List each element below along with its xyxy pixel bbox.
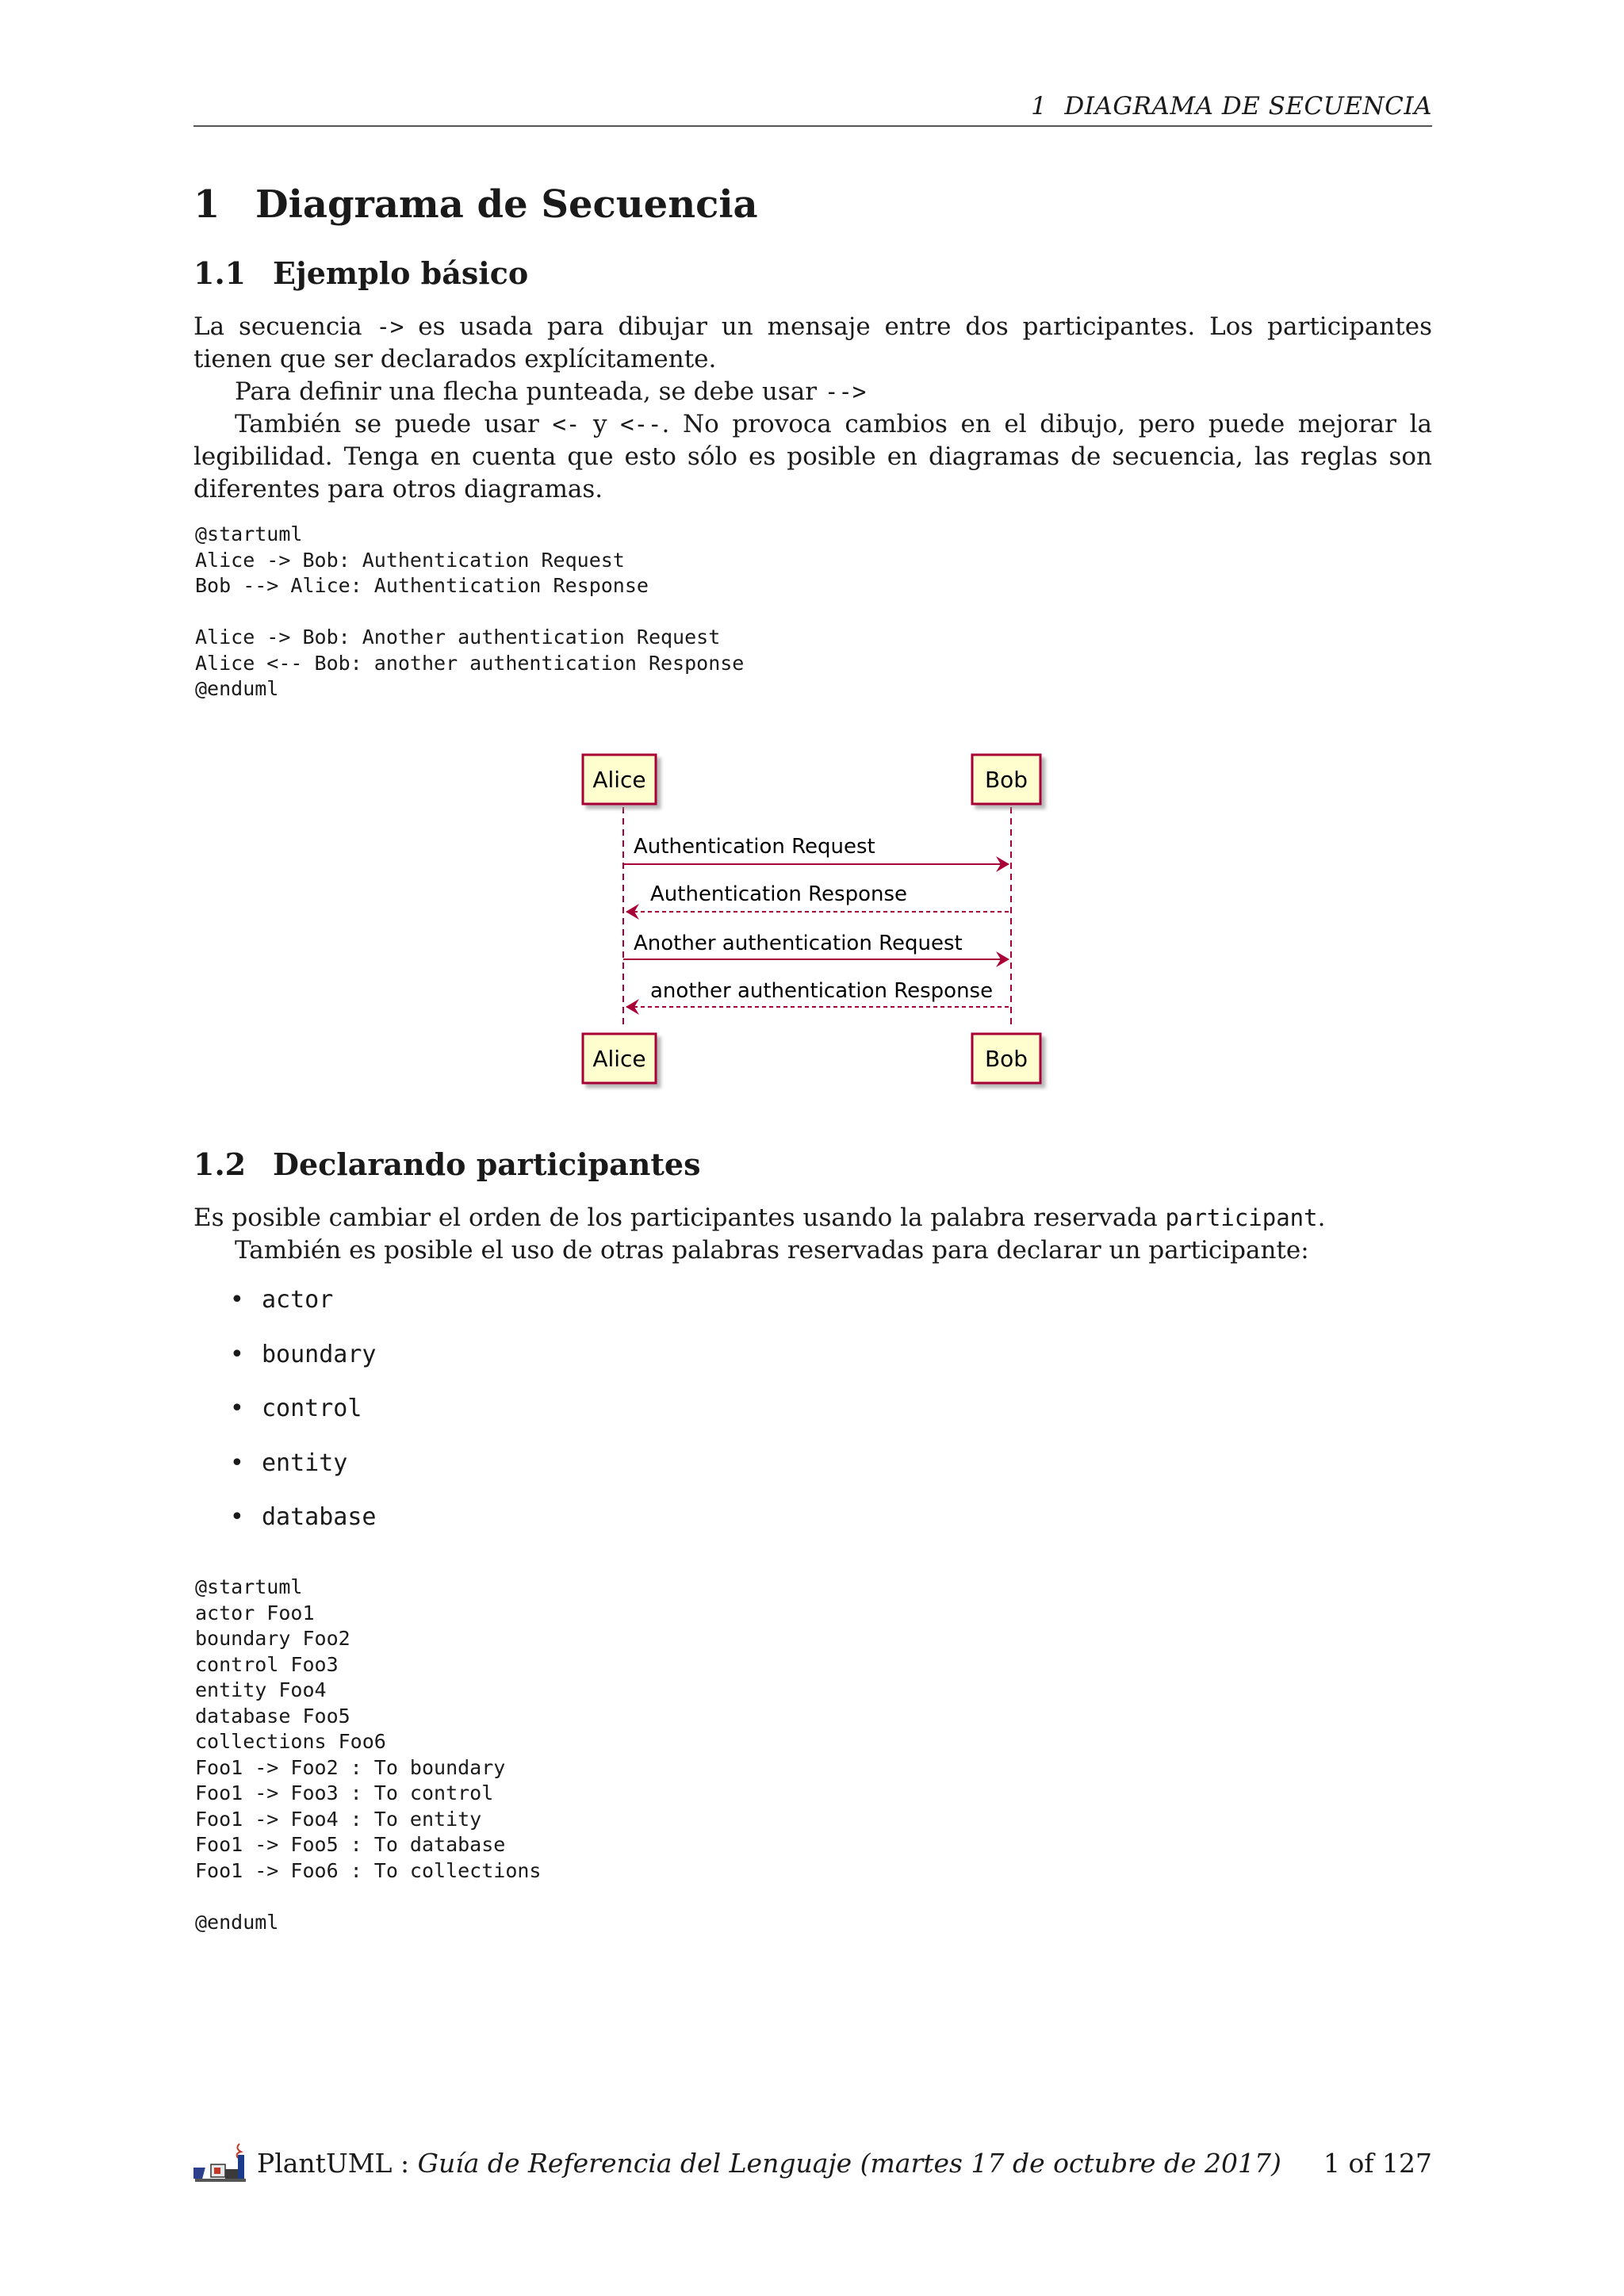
section-1-1-heading	[193, 255, 528, 291]
list-item: • control	[230, 1393, 377, 1448]
running-header	[193, 90, 1432, 127]
paragraph: Para definir una flecha punteada, se debe usar -->	[235, 377, 867, 406]
paragraph: Es posible cambiar el orden de los participantes usando la palabra reservada participant.	[193, 1203, 1326, 1232]
page-counter: 1 of 127	[1323, 2148, 1432, 2179]
header-section-number: 1	[1031, 92, 1048, 121]
section-1-2-heading	[193, 1146, 700, 1182]
section-1-title: Diagrama de Secuencia	[255, 182, 758, 227]
paragraph: También es posible el uso de otras palabras reservadas para declarar un participante:	[235, 1236, 1309, 1265]
message-1	[623, 835, 1009, 872]
participant-alice-bottom	[583, 1034, 656, 1083]
section-1-1-title: Ejemplo básico	[273, 255, 529, 291]
code-block-basic-example: @startuml Alice -> Bob: Authentication Request Bob --> Alice: Authentication Response Alice -> Bob: Another authentication Request Alice <-- Bob: another authentication Response @enduml	[195, 522, 745, 700]
list-item: • database	[230, 1502, 377, 1556]
keyword-list	[230, 1284, 377, 1556]
message-label: Another authentication Request	[634, 932, 963, 955]
participant-bob-bottom	[972, 1034, 1040, 1083]
section-1-1-body	[193, 311, 1432, 506]
section-1-heading	[193, 182, 758, 227]
page-footer	[193, 2141, 1432, 2188]
participant-bob-top	[972, 755, 1040, 804]
section-1-number: 1	[193, 182, 220, 227]
message-4	[626, 979, 1011, 1015]
paragraph: También se puede usar <- y <--. No provoca cambios en el dibujo, pero puede mejorar la legibilidad. Tenga en cuenta que esto sólo es posible en diagramas de secuencia, las reglas son diferentes para otros diagramas.	[193, 410, 1432, 503]
header-section-title: DIAGRAMA DE SECUENCIA	[1064, 92, 1432, 121]
list-item: • entity	[230, 1448, 377, 1502]
message-label: Authentication Request	[634, 835, 875, 859]
message-label: Authentication Response	[650, 882, 907, 906]
paragraph: La secuencia -> es usada para dibujar un mensaje entre dos participantes. Los participantes tienen que ser declarados explícitamente.	[193, 312, 1432, 373]
message-3	[623, 932, 1009, 967]
section-1-2-number: 1.2	[193, 1146, 247, 1182]
plantuml-logo-icon	[193, 2141, 251, 2188]
footer-title: PlantUML : Guía de Referencia del Lenguaje (martes 17 de octubre de 2017)	[257, 2148, 1281, 2179]
section-1-2-body	[193, 1202, 1432, 1267]
list-item: • boundary	[230, 1339, 377, 1394]
list-item: • actor	[230, 1284, 377, 1339]
participant-label: Alice	[592, 767, 646, 793]
participant-label: Bob	[984, 767, 1028, 793]
participant-alice-top	[583, 755, 656, 804]
code-block-participants-example: @startuml actor Foo1 boundary Foo2 control Foo3 entity Foo4 database Foo5 collections Foo6 Foo1 -> Foo2 : To boundary Foo1 -> Foo3 : To control Foo1 -> Foo4 : To entity Foo1 -> Foo5 : To database Foo1 -> Foo6 : To collections @enduml	[195, 1575, 542, 1934]
section-1-2-title: Declarando participantes	[273, 1146, 701, 1182]
section-1-1-number: 1.1	[193, 255, 247, 291]
message-label: another authentication Response	[650, 979, 994, 1003]
sequence-diagram	[571, 745, 1063, 1110]
participant-label: Bob	[984, 1046, 1028, 1072]
participant-label: Alice	[592, 1046, 646, 1072]
message-2	[626, 882, 1011, 920]
